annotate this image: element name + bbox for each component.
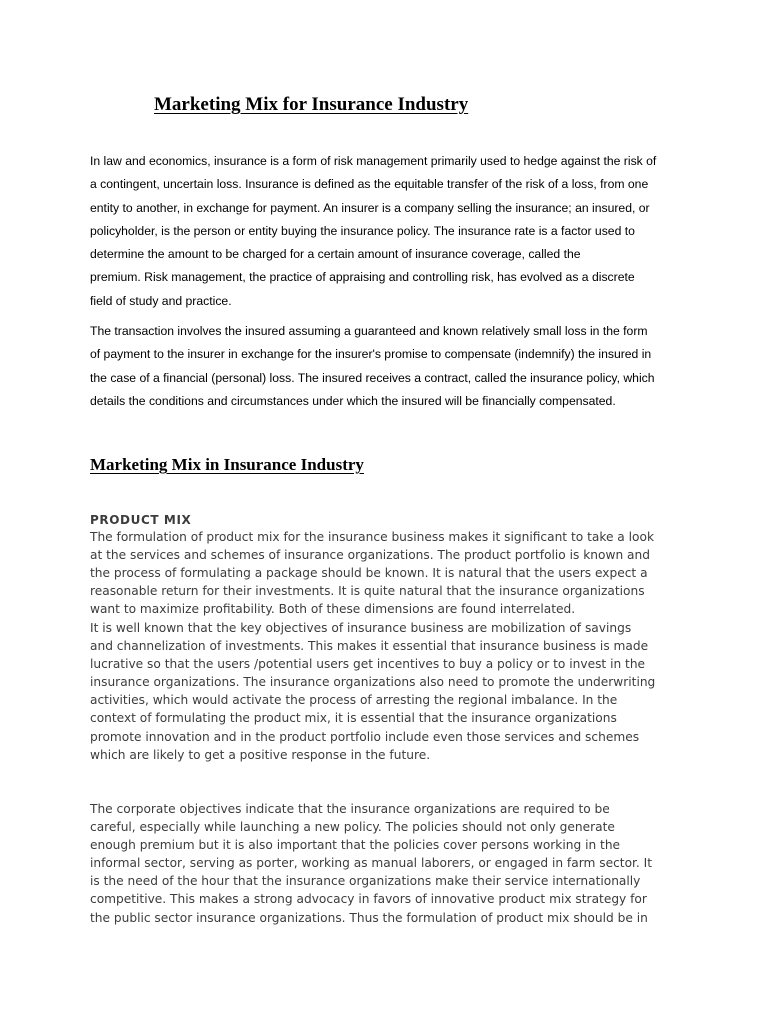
product-mix-paragraph-3 <box>90 800 690 927</box>
text-line: reasonable return for their investments. It is quite natural that the insurance organizations <box>90 584 645 599</box>
product-mix-heading: PRODUCT MIX <box>90 513 192 527</box>
text-line: It is well known that the key objectives of insurance business are mobilization of savings <box>90 621 632 635</box>
intro-paragraph-1 <box>90 150 690 313</box>
text-line: field of study and practice. <box>90 293 232 308</box>
text-line: determine the amount to be charged for a certain amount of insurance coverage, called the <box>90 247 581 262</box>
text-line: The transaction involves the insured assuming a guaranteed and known relatively small loss in the form <box>90 324 648 338</box>
text-line: The formulation of product mix for the insurance business makes it significant to take a look <box>90 530 655 544</box>
text-line: premium. Risk management, the practice of appraising and controlling risk, has evolved as a discrete <box>90 270 635 285</box>
text-line: the public sector insurance organizations. Thus the formulation of product mix should be in <box>90 910 648 925</box>
text-line: the case of a financial (personal) loss. The insured receives a contract, called the insurance policy, which <box>90 370 655 385</box>
text-line: insurance organizations. The insurance organizations also need to promote the underwriting <box>90 675 656 690</box>
product-mix-paragraph-1 <box>90 528 690 618</box>
text-line: is the need of the hour that the insurance organizations make their service internationally <box>90 874 641 889</box>
text-line: at the services and schemes of insurance organizations. The product portfolio is known and <box>90 548 650 563</box>
text-line: activities, which would activate the process of arresting the regional imbalance. In the <box>90 693 618 708</box>
text-line: the process of formulating a package should be known. It is natural that the users expect a <box>90 566 648 581</box>
text-line: competitive. This makes a strong advocacy in favors of innovative product mix strategy for <box>90 892 647 907</box>
product-mix-paragraph-2 <box>90 619 690 764</box>
text-line: informal sector, serving as porter, working as manual laborers, or engaged in farm sector. It <box>90 856 653 871</box>
intro-paragraph-2 <box>90 320 690 413</box>
text-line: want to maximize profitability. Both of these dimensions are found interrelated. <box>90 602 576 617</box>
text-line: a contingent, uncertain loss. Insurance is defined as the equitable transfer of the risk of a loss, from one <box>90 177 649 192</box>
section-heading: Marketing Mix in Insurance Industry <box>90 455 364 474</box>
text-line: of payment to the insurer in exchange for the insurer's promise to compensate (indemnify) the insured in <box>90 347 652 362</box>
text-line: careful, especially while launching a new policy. The policies should not only generate <box>90 820 615 835</box>
text-line: The corporate objectives indicate that the insurance organizations are required to be <box>90 802 610 816</box>
text-line: enough premium but it is also important that the policies cover persons working in the <box>90 838 621 853</box>
document-title: Marketing Mix for Insurance Industry <box>154 94 469 115</box>
text-line: which are likely to get a positive response in the future. <box>90 747 431 762</box>
text-line: lucrative so that the users /potential users get incentives to buy a policy or to invest in the <box>90 657 646 672</box>
text-line: promote innovation and in the product portfolio include even those services and schemes <box>90 729 640 744</box>
text-line: entity to another, in exchange for payment. An insurer is a company selling the insurance; an insured, or <box>90 200 650 215</box>
text-line: In law and economics, insurance is a form of risk management primarily used to hedge against the risk of <box>90 154 657 168</box>
text-line: details the conditions and circumstances under which the insured will be financially compensated. <box>90 393 616 408</box>
text-line: context of formulating the product mix, it is essential that the insurance organizations <box>90 711 617 726</box>
text-line: and channelization of investments. This makes it essential that insurance business is made <box>90 639 649 654</box>
text-line: policyholder, is the person or entity buying the insurance policy. The insurance rate is a factor used to <box>90 223 635 238</box>
